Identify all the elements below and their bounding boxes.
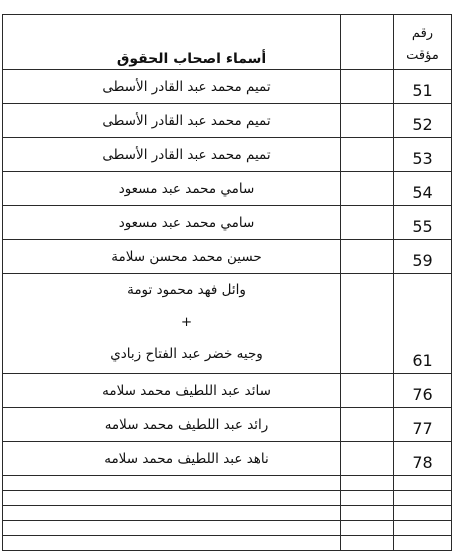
blank-cell bbox=[341, 206, 394, 240]
owner-name: وائل فهد محمود تومة bbox=[127, 282, 246, 298]
owner-name: تميم محمد عبد القادر الأسطى bbox=[102, 112, 271, 129]
empty-cell bbox=[394, 476, 452, 491]
blank-cell bbox=[341, 408, 394, 442]
owner-name-cell bbox=[3, 172, 341, 206]
blank-column-header bbox=[341, 15, 394, 70]
empty-cell bbox=[341, 536, 394, 551]
temp-number-cell: 53 bbox=[394, 138, 452, 172]
empty-cell bbox=[341, 491, 394, 506]
empty-cell bbox=[3, 491, 341, 506]
empty-cell bbox=[394, 491, 452, 506]
number-header-line2: مؤقت bbox=[406, 48, 439, 63]
rights-holders-table bbox=[2, 14, 452, 551]
temp-number-cell: 54 bbox=[394, 172, 452, 206]
owners-column-header bbox=[3, 15, 341, 70]
empty-table-row bbox=[3, 521, 452, 536]
empty-cell bbox=[3, 521, 341, 536]
table-row bbox=[3, 206, 452, 240]
owner-name-cell bbox=[3, 240, 341, 274]
blank-cell bbox=[341, 70, 394, 104]
empty-cell bbox=[394, 536, 452, 551]
blank-cell bbox=[341, 240, 394, 274]
owners-header-label: أسماء اصحاب الحقوق bbox=[116, 51, 267, 67]
owner-name-cell bbox=[3, 206, 341, 240]
owner-name: سامي محمد عبد مسعود bbox=[118, 180, 255, 197]
plus-separator: + bbox=[180, 314, 193, 330]
owner-name: حسين محمد محسن سلامة bbox=[111, 248, 262, 265]
owner-name-cell bbox=[3, 408, 341, 442]
empty-cell bbox=[3, 506, 341, 521]
empty-cell bbox=[341, 521, 394, 536]
table-header-row bbox=[3, 15, 452, 70]
empty-cell bbox=[394, 521, 452, 536]
owner-name: ناهد عبد اللطيف محمد سلامه bbox=[104, 450, 269, 467]
temp-number-cell: 76 bbox=[394, 374, 452, 408]
temp-number-cell: 52 bbox=[394, 104, 452, 138]
temp-number-cell: 55 bbox=[394, 206, 452, 240]
owner-name-cell bbox=[3, 442, 341, 476]
empty-cell bbox=[3, 476, 341, 491]
table-row bbox=[3, 374, 452, 408]
table-row bbox=[3, 240, 452, 274]
table-row bbox=[3, 442, 452, 476]
empty-cell bbox=[341, 506, 394, 521]
blank-cell bbox=[341, 442, 394, 476]
owner-name: رائد عبد اللطيف محمد سلامه bbox=[104, 416, 269, 433]
table-row bbox=[3, 104, 452, 138]
empty-table-row bbox=[3, 506, 452, 521]
empty-cell bbox=[394, 506, 452, 521]
temp-number-cell: 77 bbox=[394, 408, 452, 442]
blank-cell bbox=[341, 274, 394, 374]
empty-cell bbox=[341, 476, 394, 491]
empty-table-row bbox=[3, 536, 452, 551]
empty-cell bbox=[3, 536, 341, 551]
owner-name-cell bbox=[3, 70, 341, 104]
owner-name: تميم محمد عبد القادر الأسطى bbox=[102, 146, 271, 163]
owner-name: تميم محمد عبد القادر الأسطى bbox=[102, 78, 271, 95]
owner-name-cell bbox=[3, 374, 341, 408]
blank-cell bbox=[341, 104, 394, 138]
table-row bbox=[3, 70, 452, 104]
owner-name: وجيه خضر عبد الفتاح زبادي bbox=[110, 346, 263, 362]
temp-number-cell: 61 bbox=[394, 274, 452, 374]
owner-name-cell bbox=[3, 274, 341, 374]
temp-number-cell: 59 bbox=[394, 240, 452, 274]
table-row bbox=[3, 408, 452, 442]
owner-name-cell bbox=[3, 138, 341, 172]
temp-number-cell: 78 bbox=[394, 442, 452, 476]
number-header-line1: رقم bbox=[411, 26, 434, 41]
table-row bbox=[3, 172, 452, 206]
empty-table-row bbox=[3, 476, 452, 491]
temp-number-cell: 51 bbox=[394, 70, 452, 104]
blank-cell bbox=[341, 138, 394, 172]
owner-name-cell bbox=[3, 104, 341, 138]
number-column-header bbox=[394, 15, 452, 70]
owner-name: سائد عبد اللطيف محمد سلامه bbox=[102, 382, 271, 399]
table-row bbox=[3, 274, 452, 374]
blank-cell bbox=[341, 374, 394, 408]
empty-table-row bbox=[3, 491, 452, 506]
blank-cell bbox=[341, 172, 394, 206]
owner-name: سامي محمد عبد مسعود bbox=[118, 214, 255, 231]
ownership-table-page bbox=[2, 14, 451, 522]
table-row bbox=[3, 138, 452, 172]
